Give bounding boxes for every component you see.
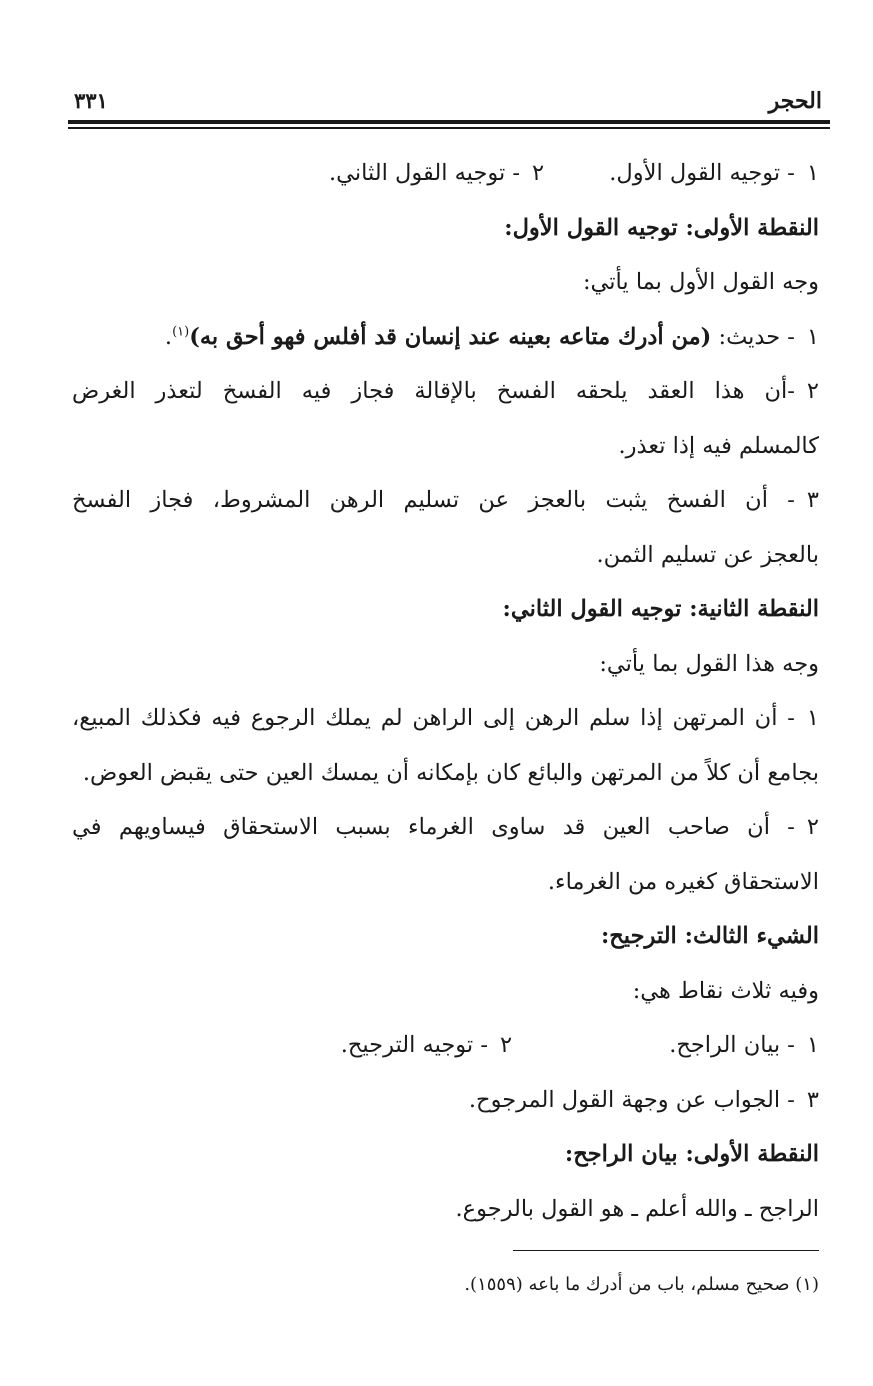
list-line-3 <box>72 1073 819 1128</box>
list-second-column <box>329 146 544 201</box>
list-number: ٣ <box>806 1086 819 1113</box>
section-heading-third-thing: الشيء الثالث: الترجيح: <box>600 923 819 949</box>
paragraph-line: الراجح ـ والله أعلم ـ هو القول بالرجوع. <box>455 1195 819 1222</box>
page-number: ٣٣١ <box>74 88 108 113</box>
page-body <box>72 146 819 1236</box>
paragraph-line: الاستحقاق كغيره من الغرماء. <box>547 868 819 895</box>
hadith-end: . <box>164 323 173 350</box>
list-number: ٢ <box>532 160 545 186</box>
section-heading-second-point: النقطة الثانية: توجيه القول الثاني: <box>502 596 819 622</box>
footnote-marker: (١) <box>172 324 190 339</box>
list-line-3 <box>72 473 819 528</box>
paragraph-line: وجه هذا القول بما يأتي: <box>599 650 819 677</box>
header-rule-thin <box>68 127 830 129</box>
list-line-hadith <box>72 310 819 365</box>
section-heading-first-point: النقطة الأولى: بيان الراجح: <box>564 1141 819 1167</box>
paragraph-line: وفيه ثلاث نقاط هي: <box>632 977 819 1004</box>
paragraph-line: بالعجز عن تسليم الثمن. <box>596 541 819 568</box>
footnote-separator <box>513 1250 819 1251</box>
list-line-2 <box>72 364 819 419</box>
list-text: - توجيه القول الثاني. <box>328 160 521 186</box>
list-text: - أن المرتهن إذا سلم الرهن إلى الراهن لم يملك الرجوع فيه فكذلك المبيع، <box>72 705 795 731</box>
chapter-title: الحجر <box>768 88 822 114</box>
hadith-quote: (من أدرك متاعه بعينه عند إنسان قد أفلس فهو أحق به) <box>189 323 712 350</box>
footnote: (١) صحيح مسلم، باب من أدرك ما باعه (١٥٥٩). <box>464 1274 819 1295</box>
list-number: ١ <box>806 160 819 186</box>
list-number: ٢ <box>806 814 819 840</box>
paragraph-line: كالمسلم فيه إذا تعذر. <box>618 432 819 459</box>
hadith-intro: - حديث: <box>711 323 795 350</box>
paragraph-line: وجه القول الأول بما يأتي: <box>582 269 819 295</box>
header-rule-thick <box>68 120 830 124</box>
list-text: - الجواب عن وجهة القول المرجوح. <box>468 1086 795 1113</box>
page-header <box>68 86 830 118</box>
list-text: -أن هذا العقد يلحقه الفسخ بالإقالة فجاز فيه الفسخ لتعذر الغرض <box>72 378 795 404</box>
list-number: ٢ <box>806 378 819 404</box>
list-line-1 <box>72 691 819 746</box>
list-text: - توجيه القول الأول. <box>609 160 795 186</box>
list-number: ٣ <box>806 487 819 513</box>
list-text: - توجيه الترجيح. <box>340 1032 488 1058</box>
list-text: - أن صاحب العين قد ساوى الغرماء بسبب الاستحقاق فيساويهم في <box>72 814 795 840</box>
section-heading-first-point: النقطة الأولى: توجيه القول الأول: <box>504 214 819 241</box>
list-number: ٢ <box>499 1032 513 1058</box>
list-second-column <box>341 1018 512 1073</box>
list-text: - بيان الراجح. <box>669 1032 795 1058</box>
list-text: - أن الفسخ يثبت بالعجز عن تسليم الرهن المشروط، فجاز الفسخ <box>72 487 795 513</box>
list-number: ١ <box>806 323 819 350</box>
list-number: ١ <box>806 705 819 731</box>
list-line-1 <box>72 146 819 201</box>
paragraph-line: بجامع أن كلاً من المرتهن والبائع كان بإمكانه أن يمسك العين حتى يقبض العوض. <box>82 759 819 786</box>
list-line-1 <box>72 1018 819 1073</box>
list-number: ١ <box>806 1032 819 1058</box>
list-line-2 <box>72 800 819 855</box>
